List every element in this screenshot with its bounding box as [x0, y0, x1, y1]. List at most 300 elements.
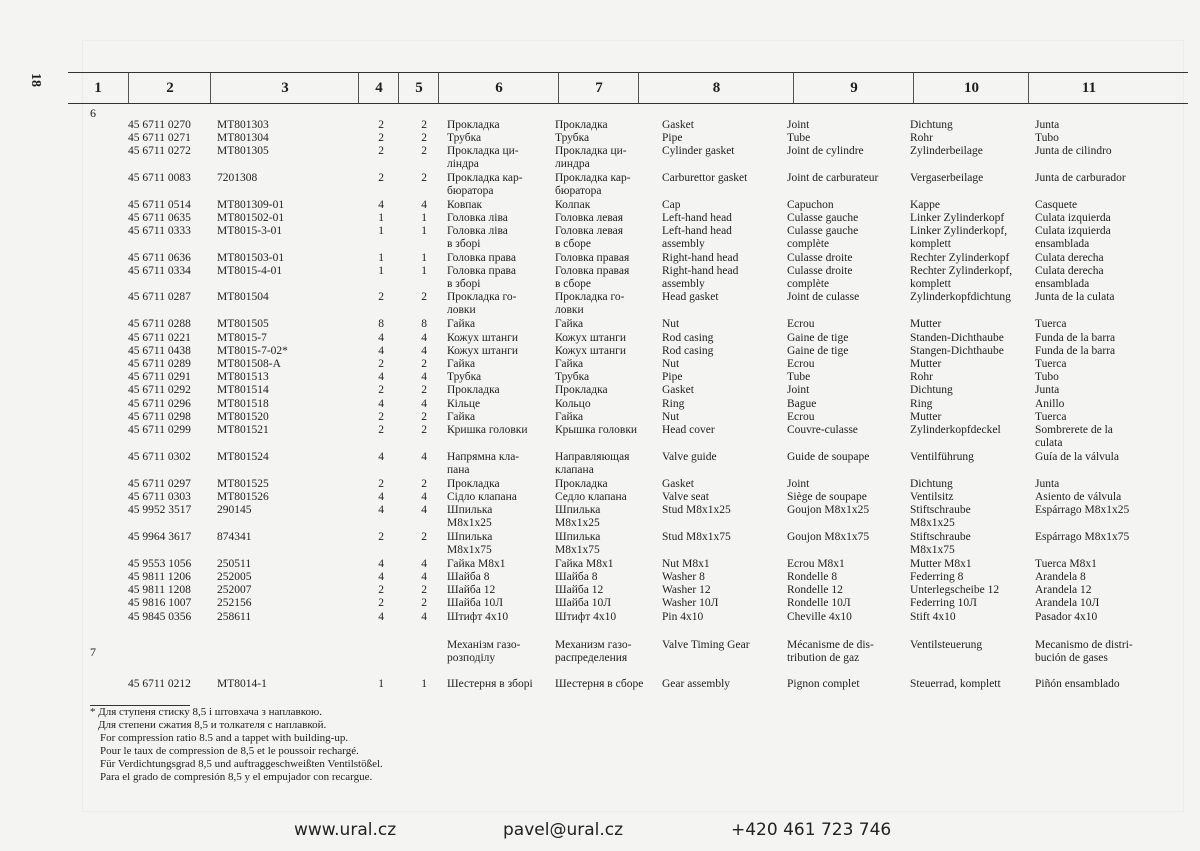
name-en: Valve guide: [662, 451, 717, 463]
name-de: Stiftschraube M8x1x25: [910, 504, 971, 529]
part-number: MT8015-3-01: [217, 225, 283, 237]
qty-5: 1: [421, 252, 427, 264]
name-es: Pasador 4x10: [1035, 611, 1098, 623]
part-code: 45 6711 0299: [128, 424, 191, 436]
part-number: MT801502-01: [217, 212, 285, 224]
name-fr: Culasse gauche: [787, 212, 859, 224]
part-number: MT8015-4-01: [217, 265, 283, 277]
part-code: 45 6711 0083: [128, 172, 191, 184]
name-en: Gasket: [662, 119, 694, 131]
qty-4: 2: [378, 119, 384, 131]
name-es: Arandela 8: [1035, 571, 1086, 583]
name-de: Mutter: [910, 358, 942, 370]
name-uk: Штифт 4х10: [447, 611, 509, 623]
name-ru: Крышка головки: [555, 424, 638, 436]
part-number: 250511: [217, 558, 252, 570]
qty-4: 4: [378, 558, 384, 570]
name-en: Ring: [662, 398, 685, 410]
name-de: Mutter: [910, 318, 942, 330]
name-fr: Culasse droite complète: [787, 265, 853, 290]
qty-4: 4: [378, 504, 384, 516]
name-en: Pipe: [662, 371, 683, 383]
part-code: 45 6711 0212: [128, 678, 191, 690]
name-uk: Сідло клапана: [447, 491, 517, 503]
name-en: Washer 8: [662, 571, 705, 583]
part-number: MT801505: [217, 318, 269, 330]
name-ru: Шпилька М8х1х75: [555, 531, 601, 556]
name-uk: Гайка: [447, 318, 476, 330]
part-number: 7201308: [217, 172, 258, 184]
part-number: MT8014-1: [217, 678, 267, 690]
name-ru: Колпак: [555, 199, 591, 211]
name-ru: Прокладка: [555, 384, 608, 396]
name-de: Stift 4x10: [910, 611, 956, 623]
name-uk: Кільце: [447, 398, 481, 410]
part-number: MT801513: [217, 371, 269, 383]
qty-5: 2: [421, 119, 427, 131]
name-en: Gasket: [662, 478, 694, 490]
part-code: 45 6711 0288: [128, 318, 191, 330]
name-en: Nut M8x1: [662, 558, 710, 570]
name-uk: Шайба 12: [447, 584, 496, 596]
qty-5: 2: [421, 132, 427, 144]
name-de: Ventilsitz: [910, 491, 954, 503]
name-en: Washer 10Л: [662, 597, 719, 609]
name-fr: Ecrou: [787, 358, 815, 370]
part-number: 252156: [217, 597, 252, 609]
name-es: Guía de la válvula: [1035, 451, 1119, 463]
name-de: Dichtung: [910, 119, 953, 131]
part-number: MT801309-01: [217, 199, 285, 211]
name-en: Valve seat: [662, 491, 709, 503]
qty-5: 2: [421, 145, 427, 157]
footer-phone: +420 461 723 746: [731, 820, 892, 840]
name-de: Zylinderkopfdichtung: [910, 291, 1011, 303]
qty-4: 2: [378, 531, 384, 543]
name-fr: Culasse gauche complète: [787, 225, 859, 250]
qty-4: 2: [378, 384, 384, 396]
footer-email-link[interactable]: pavel@ural.cz: [503, 820, 624, 840]
part-code: 45 6711 0302: [128, 451, 191, 463]
col-header-2: 2: [128, 73, 211, 103]
name-fr: Joint: [787, 384, 810, 396]
part-number: MT801504: [217, 291, 269, 303]
qty-4: 4: [378, 199, 384, 211]
name-fr: Ecrou M8x1: [787, 558, 845, 570]
name-en: Rod casing: [662, 345, 714, 357]
name-es: Culata izquierda: [1035, 212, 1111, 224]
qty-4: 1: [378, 212, 384, 224]
part-number: 874341: [217, 531, 252, 543]
name-de: Ventilführung: [910, 451, 974, 463]
part-code: 45 9811 1206: [128, 571, 191, 583]
qty-4: 1: [378, 265, 384, 277]
name-de: Vergaserbeilage: [910, 172, 984, 184]
section-number: 6: [90, 106, 96, 120]
name-fr: Rondelle 10Л: [787, 597, 851, 609]
page-number: 18: [28, 73, 43, 87]
part-number: MT801303: [217, 119, 269, 131]
name-es: Anillo: [1035, 398, 1065, 410]
name-de: Steuerrad, komplett: [910, 678, 1001, 690]
name-fr: Joint: [787, 119, 810, 131]
name-ru: Прокладка го- ловки: [555, 291, 625, 316]
part-code: 45 6711 0303: [128, 491, 191, 503]
name-es: Piñón ensamblado: [1035, 678, 1120, 690]
name-es: Arandela 12: [1035, 584, 1092, 596]
part-code: 45 6711 0271: [128, 132, 191, 144]
name-de: Rohr: [910, 371, 933, 383]
footnote-line: Для степени сжатия 8,5 и толкателя с наплавкой.: [98, 719, 327, 731]
name-ru: Седло клапана: [555, 491, 627, 503]
name-uk: Напрямна кла- пана: [447, 451, 520, 476]
name-en: Stud M8x1x25: [662, 504, 731, 516]
name-fr: Joint de culasse: [787, 291, 860, 303]
part-code: 45 9553 1056: [128, 558, 192, 570]
name-en: Gear assembly: [662, 678, 731, 690]
name-uk: Гайка: [447, 358, 476, 370]
name-uk: Прокладка: [447, 478, 500, 490]
name-uk: Шестерня в зборі: [447, 678, 533, 690]
name-ru: Головка правая: [555, 252, 630, 264]
section-title-fr: Mécanisme de dis- tribution de gaz: [787, 639, 874, 664]
name-de: Dichtung: [910, 384, 953, 396]
qty-5: 4: [421, 558, 427, 570]
part-number: 290145: [217, 504, 252, 516]
name-de: Standen-Dichthaube: [910, 332, 1004, 344]
name-ru: Шпилька М8х1х25: [555, 504, 601, 529]
name-de: Dichtung: [910, 478, 953, 490]
qty-4: 2: [378, 172, 384, 184]
name-uk: Прокладка ци- ліндра: [447, 145, 519, 170]
name-en: Rod casing: [662, 332, 714, 344]
name-de: Zylinderbeilage: [910, 145, 983, 157]
name-fr: Guide de soupape: [787, 451, 870, 463]
qty-4: 2: [378, 584, 384, 596]
name-ru: Головка левая: [555, 212, 624, 224]
name-de: Linker Zylinderkopf, komplett: [910, 225, 1008, 250]
qty-4: 2: [378, 358, 384, 370]
qty-4: 2: [378, 478, 384, 490]
name-fr: Ecrou: [787, 411, 815, 423]
name-es: Culata derecha ensamblada: [1035, 265, 1104, 290]
name-en: Head cover: [662, 424, 715, 436]
part-number: MT801514: [217, 384, 269, 396]
section-title-ru: Механизм газо- распределения: [555, 639, 632, 664]
name-en: Cylinder gasket: [662, 145, 735, 157]
name-uk: Кожух штанги: [447, 332, 519, 344]
qty-5: 1: [421, 212, 427, 224]
name-ru: Прокладка: [555, 119, 608, 131]
name-de: Stangen-Dichthaube: [910, 345, 1004, 357]
name-fr: Rondelle 12: [787, 584, 843, 596]
name-uk: Прокладка: [447, 119, 500, 131]
section-title-es: Mecanismo de distri- bución de gases: [1035, 639, 1133, 664]
qty-4: 4: [378, 491, 384, 503]
qty-4: 4: [378, 611, 384, 623]
name-uk: Головка права: [447, 252, 516, 264]
part-number: MT801524: [217, 451, 269, 463]
part-code: 45 6711 0292: [128, 384, 191, 396]
part-number: MT801525: [217, 478, 269, 490]
qty-5: 2: [421, 358, 427, 370]
name-es: Culata izquierda ensamblada: [1035, 225, 1111, 250]
name-fr: Goujon M8x1x75: [787, 531, 870, 543]
qty-5: 4: [421, 451, 427, 463]
name-ru: Направляющая клапана: [555, 451, 630, 476]
qty-4: 2: [378, 424, 384, 436]
qty-4: 8: [378, 318, 384, 330]
name-es: Tuerca M8x1: [1035, 558, 1097, 570]
footnote-line: For compression ratio 8.5 and a tappet with building-up.: [100, 732, 349, 744]
part-code: 45 6711 0221: [128, 332, 191, 344]
qty-5: 4: [421, 371, 427, 383]
name-en: Carburettor gasket: [662, 172, 748, 184]
name-uk: Гайка: [447, 411, 476, 423]
name-en: Left-hand head assembly: [662, 225, 732, 250]
name-uk: Шайба 8: [447, 571, 490, 583]
part-number: MT801508-A: [217, 358, 281, 370]
section-title-de: Ventilsteuerung: [910, 639, 983, 651]
name-ru: Трубка: [555, 132, 590, 144]
name-uk: Шпилька М8х1х25: [447, 504, 493, 529]
name-ru: Головка левая в сборе: [555, 225, 624, 250]
part-number: MT801304: [217, 132, 269, 144]
part-number: MT8015-7: [217, 332, 267, 344]
name-en: Nut: [662, 411, 680, 423]
qty-4: 2: [378, 132, 384, 144]
qty-5: 2: [421, 291, 427, 303]
name-es: Culata derecha: [1035, 252, 1104, 264]
col-header-10: 10: [913, 73, 1029, 103]
part-code: 45 6711 0438: [128, 345, 191, 357]
name-de: Zylinderkopfdeckel: [910, 424, 1001, 436]
part-code: 45 6711 0334: [128, 265, 191, 277]
name-uk: Трубка: [447, 132, 482, 144]
name-de: Unterlegscheibe 12: [910, 584, 1000, 596]
part-code: 45 6711 0272: [128, 145, 191, 157]
name-uk: Трубка: [447, 371, 482, 383]
name-es: Asiento de válvula: [1035, 491, 1122, 503]
name-uk: Ковпак: [447, 199, 483, 211]
name-de: Kappe: [910, 199, 941, 211]
part-code: 45 6711 0296: [128, 398, 191, 410]
name-de: Rechter Zylinderkopf, komplett: [910, 265, 1013, 290]
qty-5: 4: [421, 332, 427, 344]
section-number: 7: [90, 645, 96, 659]
part-code: 45 9845 0356: [128, 611, 192, 623]
name-fr: Ecrou: [787, 318, 815, 330]
part-number: MT801521: [217, 424, 269, 436]
footer-website-link[interactable]: www.ural.cz: [294, 820, 397, 840]
name-es: Junta de la culata: [1035, 291, 1115, 303]
name-ru: Шестерня в сборе: [555, 678, 644, 690]
qty-5: 4: [421, 491, 427, 503]
col-header-11: 11: [1028, 73, 1149, 103]
qty-5: 4: [421, 398, 427, 410]
name-en: Cap: [662, 199, 681, 211]
part-code: 45 9952 3517: [128, 504, 192, 516]
name-uk: Гайка М8х1: [447, 558, 506, 570]
qty-5: 1: [421, 678, 427, 690]
part-code: 45 6711 0333: [128, 225, 191, 237]
qty-5: 4: [421, 199, 427, 211]
name-en: Nut: [662, 358, 680, 370]
qty-5: 4: [421, 611, 427, 623]
name-ru: Трубка: [555, 371, 590, 383]
name-ru: Прокладка: [555, 478, 608, 490]
name-fr: Joint de cylindre: [787, 145, 864, 157]
qty-4: 4: [378, 345, 384, 357]
name-es: Tubo: [1035, 132, 1059, 144]
name-uk: Шпилька М8х1х75: [447, 531, 493, 556]
qty-5: 2: [421, 478, 427, 490]
name-fr: Gaine de tige: [787, 345, 849, 357]
part-code: 45 6711 0636: [128, 252, 191, 264]
footnote-line: Para el grado de compresión 8,5 y el empujador con recargue.: [100, 771, 373, 783]
col-header-9: 9: [793, 73, 914, 103]
qty-5: 2: [421, 424, 427, 436]
name-es: Sombrerete de la culata: [1035, 424, 1113, 449]
name-es: Funda de la barra: [1035, 345, 1116, 357]
qty-5: 2: [421, 584, 427, 596]
name-fr: Siège de soupape: [787, 491, 867, 503]
name-es: Junta de carburador: [1035, 172, 1126, 184]
name-uk: Шайба 10Л: [447, 597, 503, 609]
name-uk: Прокладка кар- бюратора: [447, 172, 523, 197]
part-number: 258611: [217, 611, 252, 623]
name-es: Junta: [1035, 478, 1060, 490]
name-es: Junta: [1035, 119, 1060, 131]
col-header-6: 6: [438, 73, 559, 103]
name-uk: Головка ліва в зборі: [447, 225, 508, 250]
name-fr: Rondelle 8: [787, 571, 838, 583]
name-fr: Couvre-culasse: [787, 424, 858, 436]
col-header-1: 1: [94, 80, 102, 96]
qty-5: 4: [421, 571, 427, 583]
qty-4: 2: [378, 145, 384, 157]
name-es: Tuerca: [1035, 358, 1067, 370]
name-es: Casquete: [1035, 199, 1078, 211]
name-de: Mutter M8x1: [910, 558, 972, 570]
name-fr: Capuchon: [787, 199, 834, 211]
qty-4: 4: [378, 571, 384, 583]
name-en: Right-hand head: [662, 252, 739, 264]
part-number: MT8015-7-02*: [217, 345, 288, 357]
name-fr: Joint de carburateur: [787, 172, 879, 184]
part-code: 45 6711 0298: [128, 411, 191, 423]
name-en: Right-hand head assembly: [662, 265, 739, 290]
name-ru: Головка правая в сборе: [555, 265, 630, 290]
name-es: Arandela 10Л: [1035, 597, 1100, 609]
name-en: Head gasket: [662, 291, 719, 303]
part-number: MT801503-01: [217, 252, 285, 264]
name-de: Federring 10Л: [910, 597, 977, 609]
name-ru: Штифт 4х10: [555, 611, 617, 623]
name-fr: Joint: [787, 478, 810, 490]
qty-4: 2: [378, 597, 384, 609]
part-code: 45 6711 0270: [128, 119, 191, 131]
qty-5: 2: [421, 531, 427, 543]
part-code: 45 9816 1007: [128, 597, 192, 609]
col-header-3: 3: [210, 73, 359, 103]
part-code: 45 9811 1208: [128, 584, 191, 596]
col-header-5: 5: [398, 73, 439, 103]
name-fr: Culasse droite: [787, 252, 853, 264]
name-de: Mutter: [910, 411, 942, 423]
name-ru: Шайба 12: [555, 584, 604, 596]
col-header-7: 7: [558, 73, 639, 103]
part-code: 45 9964 3617: [128, 531, 192, 543]
name-ru: Гайка: [555, 358, 584, 370]
name-es: Tubo: [1035, 371, 1059, 383]
part-number: MT801526: [217, 491, 269, 503]
name-fr: Tube: [787, 371, 811, 383]
qty-5: 1: [421, 265, 427, 277]
name-de: Federring 8: [910, 571, 964, 583]
qty-4: 1: [378, 678, 384, 690]
table-header: [68, 72, 1188, 104]
col-header-8: 8: [638, 73, 794, 103]
qty-5: 4: [421, 345, 427, 357]
name-uk: Прокладка: [447, 384, 500, 396]
qty-4: 2: [378, 411, 384, 423]
name-ru: Шайба 8: [555, 571, 598, 583]
name-fr: Tube: [787, 132, 811, 144]
section-title-uk: Механізм газо- розподілу: [447, 639, 521, 664]
name-es: Tuerca: [1035, 318, 1067, 330]
name-ru: Прокладка кар- бюратора: [555, 172, 631, 197]
name-fr: Bague: [787, 398, 817, 410]
name-ru: Кожух штанги: [555, 345, 627, 357]
name-ru: Кожух штанги: [555, 332, 627, 344]
qty-4: 4: [378, 332, 384, 344]
footnote-line: Für Verdichtungsgrad 8,5 und auftraggeschweißten Ventilstößel.: [100, 758, 383, 770]
name-uk: Кожух штанги: [447, 345, 519, 357]
qty-4: 1: [378, 225, 384, 237]
name-ru: Гайка: [555, 318, 584, 330]
name-de: Linker Zylinderkopf: [910, 212, 1005, 224]
name-es: Espárrago M8x1x25: [1035, 504, 1130, 516]
part-code: 45 6711 0635: [128, 212, 191, 224]
name-fr: Cheville 4x10: [787, 611, 852, 623]
name-de: Rechter Zylinderkopf: [910, 252, 1010, 264]
col-header-4: 4: [358, 73, 399, 103]
qty-5: 1: [421, 225, 427, 237]
part-code: 45 6711 0291: [128, 371, 191, 383]
name-fr: Pignon complet: [787, 678, 860, 690]
name-es: Junta de cilindro: [1035, 145, 1112, 157]
name-ru: Шайба 10Л: [555, 597, 611, 609]
part-number: 252007: [217, 584, 252, 596]
qty-4: 4: [378, 451, 384, 463]
qty-5: 2: [421, 384, 427, 396]
part-number: MT801518: [217, 398, 269, 410]
name-de: Rohr: [910, 132, 933, 144]
qty-5: 4: [421, 504, 427, 516]
part-number: MT801305: [217, 145, 269, 157]
name-ru: Гайка М8х1: [555, 558, 614, 570]
part-code: 45 6711 0297: [128, 478, 191, 490]
name-es: Junta: [1035, 384, 1060, 396]
name-de: Stiftschraube M8x1x75: [910, 531, 971, 556]
name-uk: Головка права в зборі: [447, 265, 516, 290]
name-fr: Goujon M8x1x25: [787, 504, 870, 516]
qty-4: 4: [378, 371, 384, 383]
name-es: Espárrago M8x1x75: [1035, 531, 1130, 543]
part-code: 45 6711 0287: [128, 291, 191, 303]
name-es: Funda de la barra: [1035, 332, 1116, 344]
